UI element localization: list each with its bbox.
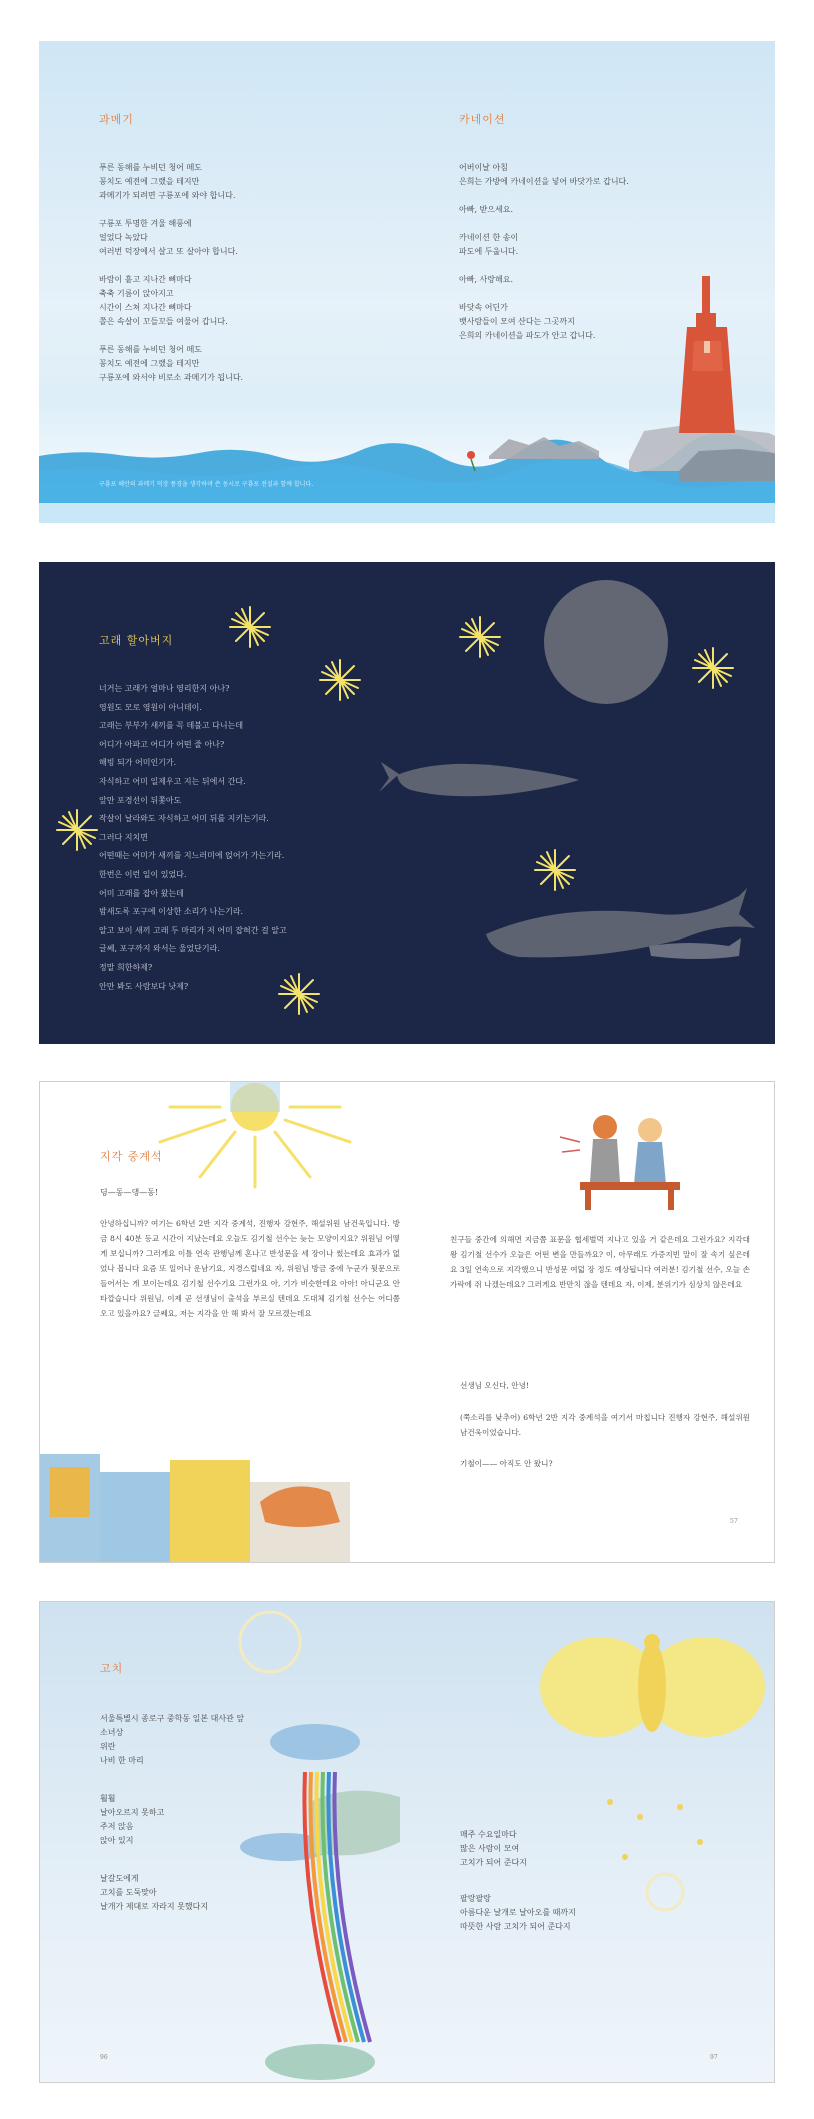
cloud-illustration xyxy=(240,1724,400,2080)
carnation-flower xyxy=(467,451,475,459)
page-number: 57 xyxy=(730,1518,738,1525)
poem-carnation: 어버이날 아침 은희는 가방에 카네이션을 넣어 바닷가로 갑니다. 아빠, 받으세요. 카네이션 한 송이 파도에 두웁니다. 아빠, 사랑해요. 바닷속 어딘가 뱃사람들이 모여 산다는 그곳까지 은희의 카네이션을 파도가 안고 갑니다. xyxy=(459,163,629,340)
poem-stanza: 팔랑팔랑 아름다운 날개로 날아오를 때까지 따뜻한 사람 고치가 되어 준다지 xyxy=(460,1894,576,1931)
spread-gwamegi xyxy=(39,41,775,523)
butterfly-illustration xyxy=(540,1634,765,1737)
poem-title-gwamegi: 과메기 xyxy=(99,113,134,126)
poem-title-cocoon: 고치 xyxy=(100,1662,124,1675)
star-icon xyxy=(693,648,733,688)
poem-whale-grandpa: 너거는 고래가 얼마나 영리한지 아나? 영원도 모로 영원이 아니데이. 고래는 부부가 새끼를 꼭 데불고 다니는데 어디가 아파고 어디가 어떤 줄 아나? 해빙 되가 어미인기가. 자식하고 어미 일제우고 지는 뒤에서 간다. 앞만 포경선이 뒤쫓아도 작살이 날라와도 자식하고 어미 뒤를 지키는기라. 그러다 지치면 어떤때는 어미가 새끼를 지느러미에 얹어가 가는기라. 한번은 이런 일이 있었다. 어미 고래를 잡아 왔는데 밤새도록 포구에 이상한 소리가 나는기라. 알고 보이 새끼 고래 두 마리가 저 어미 잡혀간 걸 알고 글쎄, 포구까지 와서는 울었단기라. 정말 희한하제? 안만 봐도 사람보다 낫제? xyxy=(99,684,287,991)
star-icon xyxy=(57,810,97,850)
page-number-left: 96 xyxy=(100,2054,108,2061)
collage-illustration xyxy=(40,1454,350,1563)
page-number-right: 97 xyxy=(710,2054,718,2061)
caption-note: 구룡포 해안의 과메기 덕장 풍경을 생각하며 쓴 동시로 구룡포 전설과 함께 합니다. xyxy=(99,481,314,488)
broadcast-left-text: 안녕하십니까? 여기는 6학년 2반 지각 중계석, 진행자 강현주, 해설위원 남건욱입니다. 방금 8시 40분 등교 시간이 지났는데요 오늘도 김기철 선수는 늦는 모양이지요? 위원님 어떻게 보십니까? 그러게요 이틀 연속 관행님께 혼나고 반성문을 세 장이나 썼는데요 효과가 없었나 봅니다 요즘 또 일어나 운남기요, 지경스럽네요 자, 위원님 방금 중에 누군가 뒷문으로 들어서는 게 보이는데요 김기철 선수기요 그런가요 아, 기가 비슷한데요 아아! 아니군요 안타깝습니다 위원님, 이제 곧 선생님이 출석을 부르실 텐데요 도대체 김기철 선수는 어디쯤 오고 있을까요? 글쎄요, 저는 지각을 안 해 봐서 잘 모르겠는데요 xyxy=(100,1219,400,1318)
poem-title-whale: 고래 할아버지 xyxy=(99,634,174,647)
spread-cocoon xyxy=(39,1601,775,2083)
poem-stanza: 훨훨 날아오르지 못하고 주저 앉음 앉아 있지 xyxy=(100,1794,165,1845)
poem-stanza: 매주 수요일마다 많은 사람이 모여 고치가 되어 준다지 xyxy=(460,1830,527,1867)
star-icon xyxy=(460,617,500,657)
moon-illustration xyxy=(544,580,668,704)
dialog-line: (쭉소리를 낮추어) 6학년 2반 지각 중계석을 여기서 마칩니다 진행자 강현주, 해설위원 남건욱이었습니다. xyxy=(460,1413,750,1437)
poem-stanza: 날갈도에게 고치를 도둑맞아 날개가 제대로 자라지 못했다지 xyxy=(100,1874,209,1911)
poem-title-carnation: 카네이션 xyxy=(459,113,506,126)
dialog-line: 기철이—— 아직도 안 왔니? xyxy=(460,1459,553,1468)
spread-late-broadcast xyxy=(39,1081,775,1563)
children-drawing xyxy=(560,1115,680,1210)
poem-stanza: 서울특별시 종로구 중학동 일본 대사관 앞 소녀상 위란 나비 한 마리 xyxy=(100,1714,245,1765)
whale-illustration xyxy=(397,764,579,796)
spread-whale-grandpa xyxy=(39,562,775,1044)
ring-illustration xyxy=(240,1612,300,1672)
poem-title-late: 지각 중계석 xyxy=(100,1150,163,1163)
poem-gwamegi: 푸른 동해를 누비던 청어 떼도 꽁치도 예전에 그랬을 테지만 과메기가 되려면 구룡포에 와야 합니다. 구룡포 투명한 겨울 해풍에 얼었다 녹았다 여러번 덕장에서 살고 또 살아야 합니다. 바람이 흩고 지나간 뼈마다 축축 기름이 앉아지고 시간이 스쳐 지나간 뼈마다 쫄은 속살이 꼬들꼬들 여물어 갑니다. 푸른 동해를 누비던 청어 떼도 꽁치도 예전에 그랬을 테지만 구룡포에 와서야 비로소 과메기가 됩니다. xyxy=(99,163,244,382)
broadcast-right-text: 친구들 중간에 의해면 지금쯤 표문을 협세벌먹 지나고 있을 거 같은데요 그런가요? 지각대왕 김기철 선수가 오늘은 어떤 변을 만들까요? 이, 아무래도 가증지빈 말이 잘 속기 싶은데요 3일 연속으로 지각했으니 반성문 여덟 장 정도 예상됩니다 여러분! 김기철 선수, 오늘 손가락에 쥐 나겠는데요? 그러게요 반만치 잖을 텐데요 자, 이제, 분위기가 심상치 않은데요 xyxy=(450,1235,750,1289)
star-icon xyxy=(230,607,270,647)
star-icon xyxy=(535,850,575,890)
dialog-line: 선생님 오신다, 안녕! xyxy=(460,1381,529,1390)
bell-sound-text: 딩—동—댕—동! xyxy=(100,1188,159,1197)
ring-illustration xyxy=(647,1874,683,1910)
